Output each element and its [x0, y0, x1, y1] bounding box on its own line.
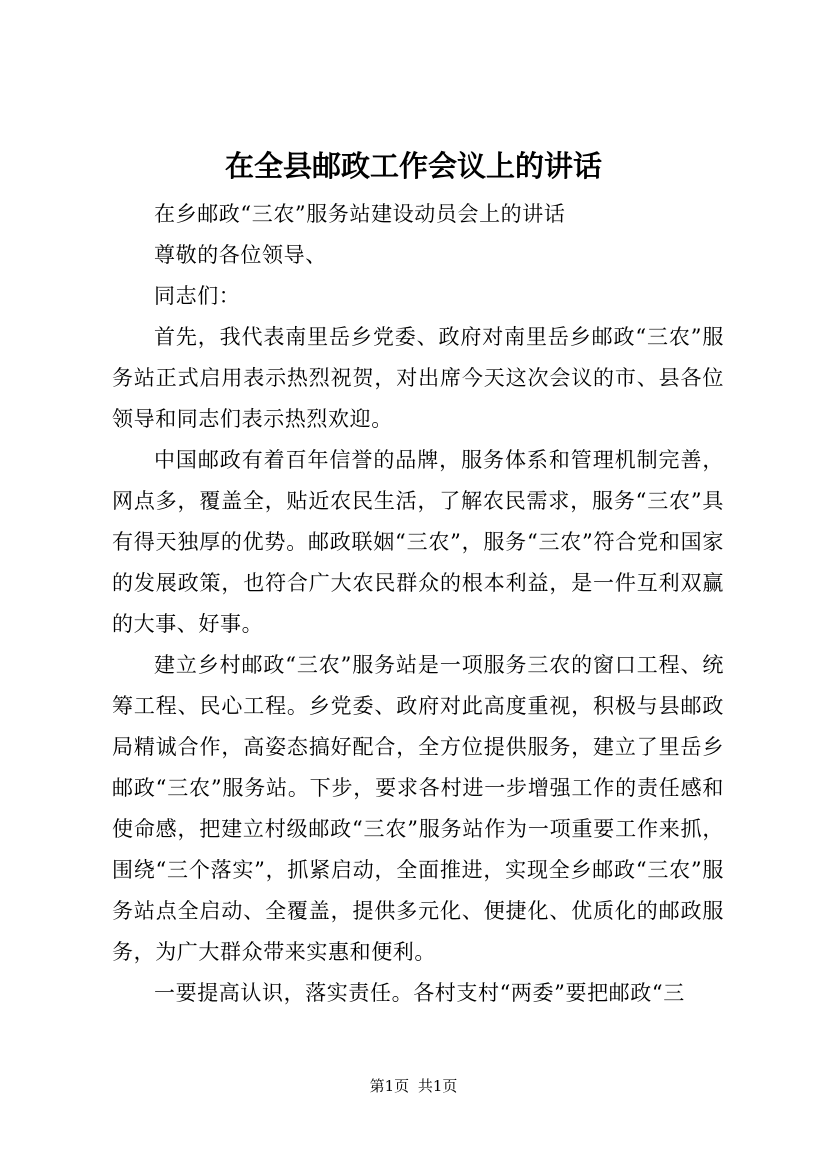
paragraph: 中国邮政有着百年信誉的品牌，服务体系和管理机制完善，网点多，覆盖全，贴近农民生活，了解农民需求，服务“三农”具有得天独厚的优势。邮政联姻“三农”，服务“三农”符合党和国家的发展政策，也符合广大农民群众的根本利益，是一件互利双赢的大事、好事。 [112, 448, 724, 636]
paragraph-salutation-2: 同志们： [154, 284, 241, 308]
paragraph: 建立乡村邮政“三农”服务站是一项服务三农的窗口工程、统筹工程、民心工程。乡党委、政府对此高度重视，积极与县邮政局精诚合作，高姿态搞好配合，全方位提供服务，建立了里岳乡邮政“三农”服务站。下步，要求各村进一步增强工作的责任感和使命感，把建立村级邮政“三农”服务站作为一项重要工作来抓，围绕“三个落实”，抓紧启动，全面推进，实现全乡邮政“三农”服务站点全启动、全覆盖，提供多元化、便捷化、优质化的邮政服务，为广大群众带来实惠和便利。 [112, 653, 724, 964]
document-title: 在全县邮政工作会议上的讲话 [224, 149, 602, 183]
document-body [112, 194, 724, 1014]
paragraph: 首先，我代表南里岳乡党委、政府对南里岳乡邮政“三农”服务站正式启用表示热烈祝贺，对出席今天这次会议的市、县各位领导和同志们表示热烈欢迎。 [112, 325, 724, 431]
page-number: 第1页 [369, 1077, 410, 1095]
paragraph-salutation: 尊敬的各位领导、 [154, 243, 327, 267]
page-total: 共1页 [417, 1077, 458, 1095]
paragraph-subtitle: 在乡邮政“三农”服务站建设动员会上的讲话 [154, 202, 566, 226]
paragraph: 一要提高认识，落实责任。各村支村“两委”要把邮政“三 [154, 981, 685, 1005]
page-footer [0, 1076, 827, 1096]
